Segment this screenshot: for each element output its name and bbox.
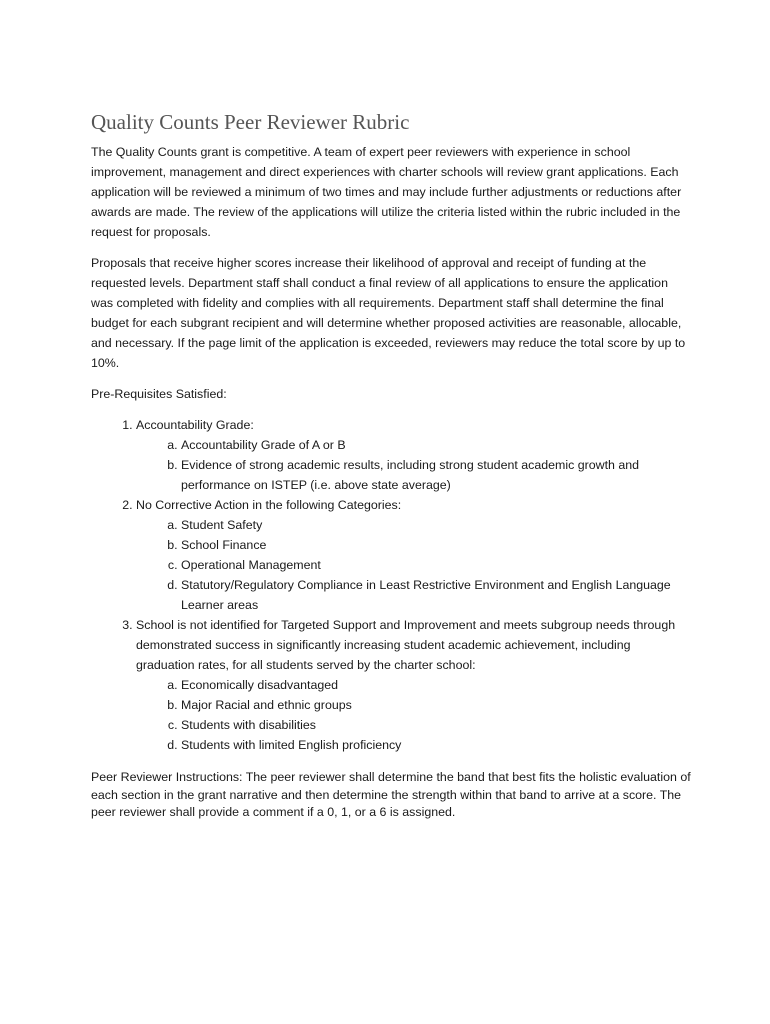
- sub-list-item: d. Students with limited English proficiency: [181, 735, 691, 755]
- sub-list-item: c. Operational Management: [181, 555, 691, 575]
- sub-list-item: b. School Finance: [181, 535, 691, 555]
- list-item-label: School is not identified for Targeted Support and Improvement and meets subgroup needs through demonstrated success in significantly increasing student academic achievement, including graduation rates, for all students served by the charter school:: [136, 618, 676, 672]
- sub-list: [136, 515, 691, 615]
- list-item-label: Accountability Grade:: [136, 418, 254, 432]
- prerequisites-heading: Pre-Requisites Satisfied:: [91, 387, 227, 401]
- reviewer-instructions: Peer Reviewer Instructions: The peer reviewer shall determine the band that best fits the holistic evaluation of each section in the grant narrative and then determine the strength within that band to arrive at a score. The peer reviewer shall provide a comment if a 0, 1, or a 6 is assigned.: [91, 770, 691, 819]
- list-item-label: No Corrective Action in the following Categories:: [136, 498, 402, 512]
- sub-list-item: b. Major Racial and ethnic groups: [181, 695, 691, 715]
- document-title: Quality Counts Peer Reviewer Rubric: [91, 110, 410, 134]
- sub-list-item: a. Student Safety: [181, 515, 691, 535]
- sub-list-item: d. Statutory/Regulatory Compliance in Least Restrictive Environment and English Language Learner areas: [181, 575, 691, 615]
- prerequisites-list: [91, 415, 691, 755]
- list-item: [136, 495, 691, 615]
- sub-list: [136, 675, 691, 755]
- sub-list-item: c. Students with disabilities: [181, 715, 691, 735]
- sub-list: [136, 435, 691, 495]
- sub-list-item: a. Accountability Grade of A or B: [181, 435, 691, 455]
- list-item: [136, 415, 691, 495]
- list-item: [136, 615, 691, 755]
- sub-list-item: a. Economically disadvantaged: [181, 675, 691, 695]
- document-page: [91, 108, 691, 833]
- proposals-paragraph: Proposals that receive higher scores increase their likelihood of approval and receipt of funding at the requested levels. Department staff shall conduct a final review of all applications to ensure the application was completed with fidelity and complies with all requirements. Department staff shall determine the final budget for each subgrant recipient and will determine whether proposed activities are reasonable, allocable, and necessary. If the page limit of the application is exceeded, reviewers may reduce the total score by up to 10%.: [91, 256, 686, 370]
- sub-list-item: b. Evidence of strong academic results, including strong student academic growth and performance on ISTEP (i.e. above state average): [181, 455, 691, 495]
- intro-paragraph: The Quality Counts grant is competitive. A team of expert peer reviewers with experience in school improvement, management and direct experiences with charter schools will review grant applications. Each application will be reviewed a minimum of two times and may include further adjustments or reductions after awards are made. The review of the applications will utilize the criteria listed within the rubric included in the request for proposals.: [91, 145, 682, 239]
